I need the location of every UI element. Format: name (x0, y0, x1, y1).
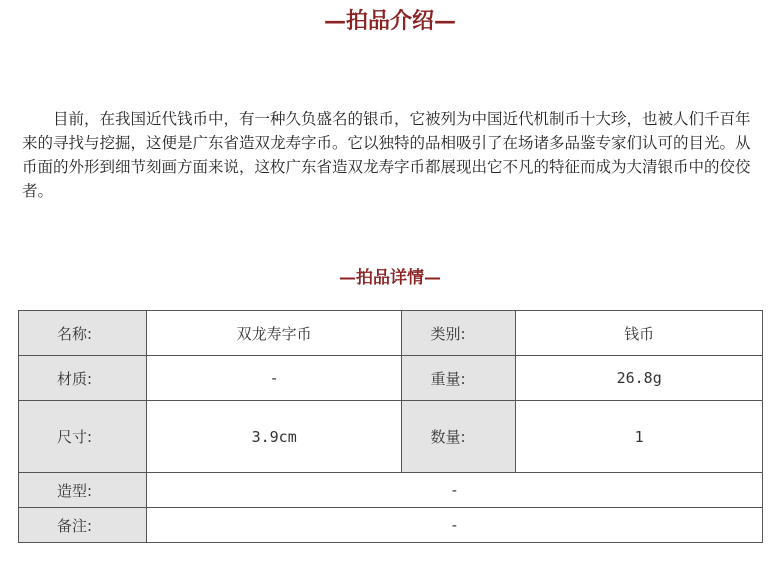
material-value: - (146, 356, 402, 401)
weight-label: 重量: (402, 356, 516, 401)
table-row (19, 508, 763, 543)
category-value: 钱币 (516, 311, 763, 356)
quantity-label: 数量: (402, 401, 516, 473)
name-label: 名称: (19, 311, 147, 356)
remarks-label: 备注: (19, 508, 147, 543)
details-section-title: —拍品详情— (339, 268, 441, 288)
table-row (19, 401, 763, 473)
shape-value: - (146, 473, 762, 508)
intro-section-title: —拍品介绍— (323, 8, 456, 34)
table-row (19, 311, 763, 356)
size-label: 尺寸: (19, 401, 147, 473)
table-row (19, 356, 763, 401)
size-value: 3.9cm (146, 401, 402, 473)
details-table (18, 310, 763, 543)
shape-label: 造型: (19, 473, 147, 508)
table-row (19, 473, 763, 508)
quantity-value: 1 (516, 401, 763, 473)
intro-paragraph: 目前，在我国近代钱币中，有一种久负盛名的银币，它被列为中国近代机制币十大珍，也被人们千百年来的寻找与挖掘，这便是广东省造双龙寿字币。它以独特的品相吸引了在场诸多品鉴专家们认可的目光。从币面的外形到细节刻画方面来说，这枚广东省造双龙寿字币都展现出它不凡的特征而成为大清银币中的佼佼者。 (22, 110, 751, 200)
category-label: 类别: (402, 311, 516, 356)
name-value: 双龙寿字币 (146, 311, 402, 356)
material-label: 材质: (19, 356, 147, 401)
remarks-value: - (146, 508, 762, 543)
weight-value: 26.8g (516, 356, 763, 401)
